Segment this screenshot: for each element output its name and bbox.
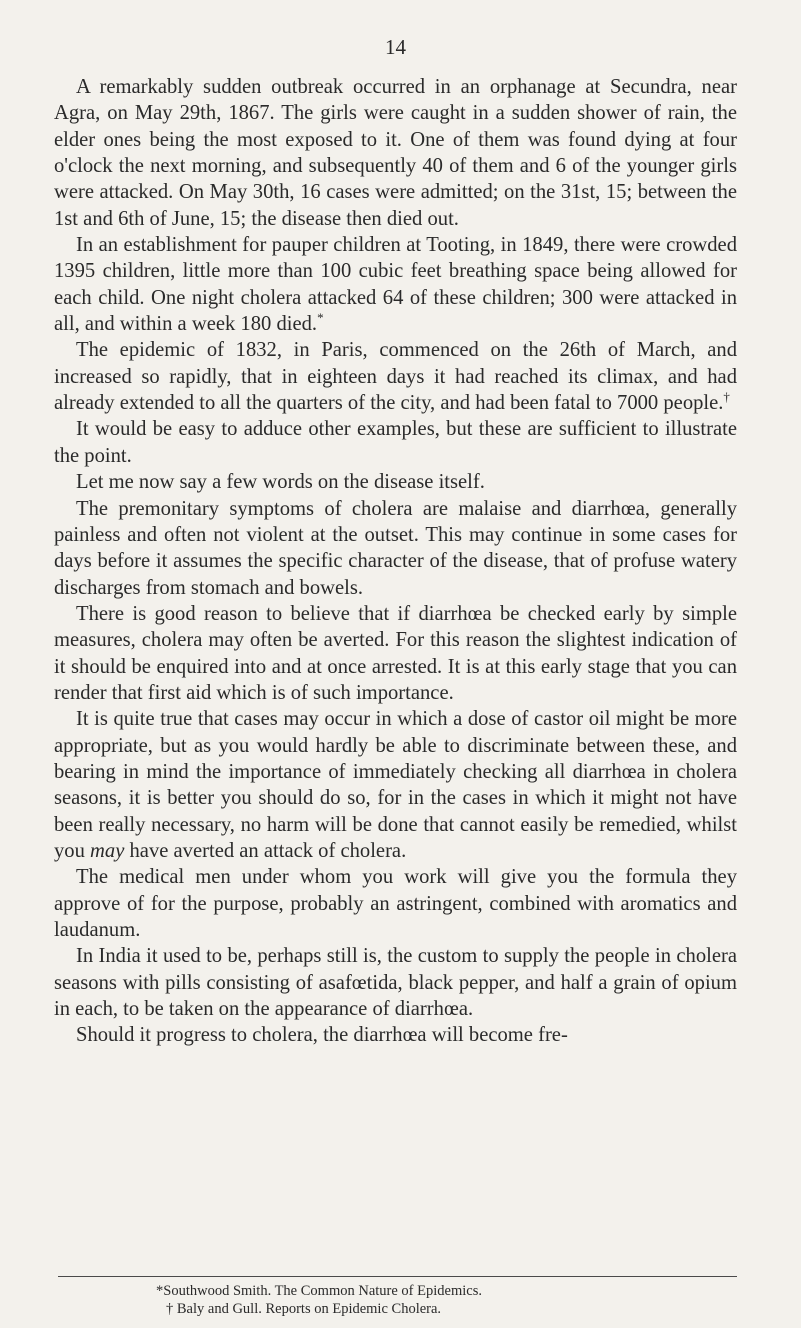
- footnotes: [54, 1282, 737, 1318]
- paragraph-progress: Should it progress to cholera, the diarrhœa will become fre-: [76, 1024, 568, 1047]
- footnote-southwood-smith: *Southwood Smith. The Common Nature of Epidemics.: [156, 1283, 482, 1299]
- paragraph-medical-men: The medical men under whom you work will give you the formula they approve of for the purpose, probably an astringent, combined with aromatics and laudanum.: [54, 866, 737, 941]
- paragraph-examples: It would be easy to adduce other examples, but these are sufficient to illustrate the point.: [54, 418, 737, 467]
- footnote-ref-star: *: [317, 310, 324, 326]
- footnote-divider: [58, 1276, 737, 1277]
- footnote-baly-gull: † Baly and Gull. Reports on Epidemic Cholera.: [166, 1301, 442, 1317]
- paragraph-india: In India it used to be, perhaps still is, the custom to supply the people in cholera seasons with pills consisting of asafœtida, black pepper, and half a grain of opium in each, to be taken on the appearance of diarrhœa.: [54, 945, 737, 1021]
- paragraph-tooting: In an establishment for pauper children at Tooting, in 1849, there were crowded 1395 children, little more than 100 cubic feet breathing space being allowed for each child. One night cholera attacked 64 of these children; 300 were attacked in all, and within a week 180 died.*: [54, 234, 737, 336]
- paragraph-castor-oil: It is quite true that cases may occur in which a dose of castor oil might be more appropriate, but as you would hardly be able to discriminate between these, and bearing in mind the importance of immediately checking all diarrhœa in cholera seasons, it is better you should do so, for in the cases in which it might not have been really necessary, no harm will be done that cannot easily be remedied, whilst you may have averted an attack of cholera.: [54, 708, 737, 862]
- paragraph-secundra: A remarkably sudden outbreak occurred in an orphanage at Secundra, near Agra, on May 29th, 1867. The girls were caught in a sudden shower of rain, the elder ones being the most exposed to it. One of them was found dying at four o'clock the next morning, and subsequently 40 of them and 6 of the younger girls were attacked. On May 30th, 16 cases were admitted; on the 31st, 15; between the 1st and 6th of June, 15; the disease then died out.: [54, 76, 737, 230]
- footnote-ref-dagger: †: [723, 389, 730, 405]
- paragraph-disease-intro: Let me now say a few words on the disease itself.: [76, 471, 485, 494]
- body-text: [54, 74, 737, 1049]
- page-number: 14: [385, 35, 406, 59]
- paragraph-checked-early: There is good reason to believe that if diarrhœa be checked early by simple measures, cholera may often be averted. For this reason the slightest indication of it should be enquired into and at once arrested. It is at this early stage that you can render that first aid which is of such importance.: [54, 602, 737, 704]
- paragraph-symptoms: The premonitary symptoms of cholera are malaise and diarrhœa, generally painless and often not violent at the outset. This may continue in some cases for days before it assumes the specific character of the disease, that of profuse watery discharges from stomach and bowels.: [54, 497, 737, 599]
- paragraph-paris: The epidemic of 1832, in Paris, commenced on the 26th of March, and increased so rapidly, that in eighteen days it had reached its climax, and had already extended to all the quarters of the city, and had been fatal to 7000 people.†: [54, 339, 737, 415]
